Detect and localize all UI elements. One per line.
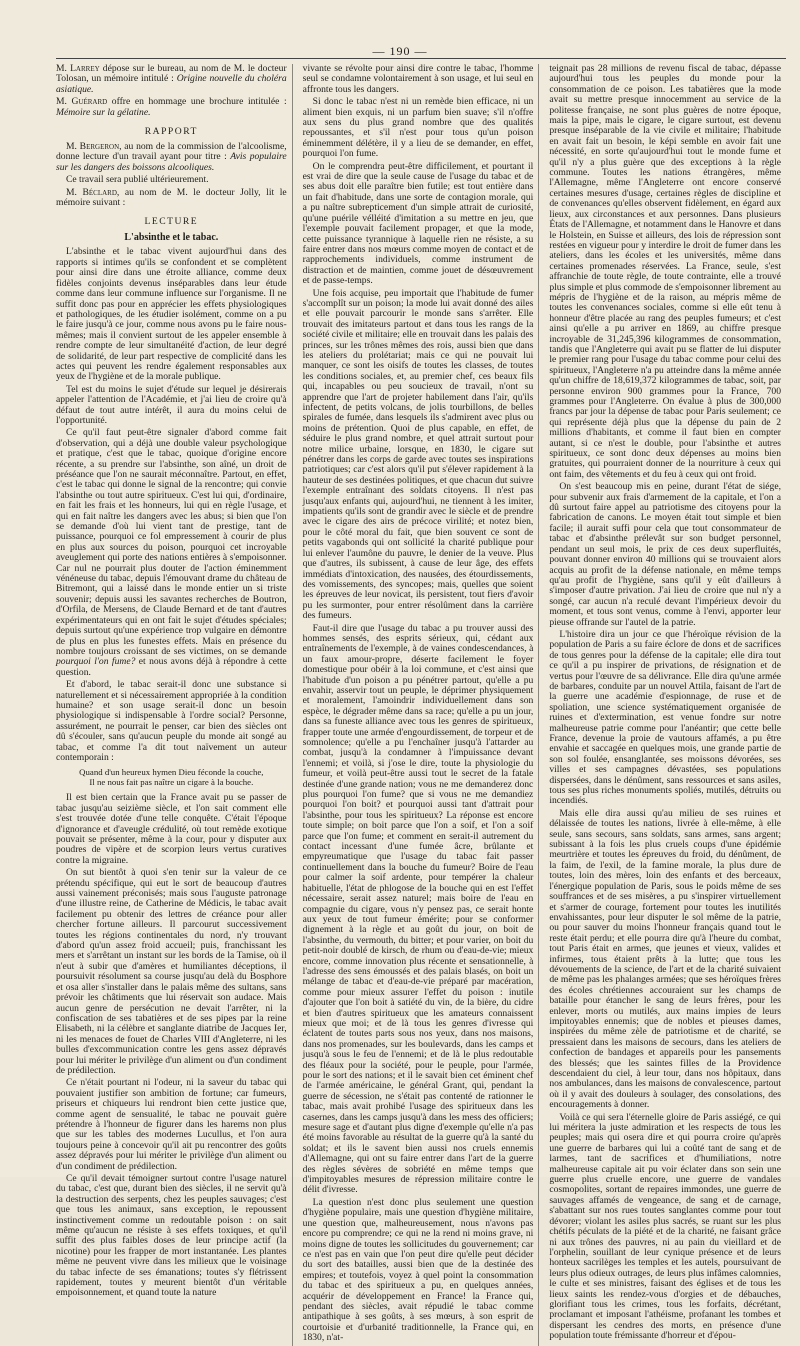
body-paragraph: Une fois acquise, peu importait que l'habitude de fumer s'accomplît sur un poison; la mode lui avait donné des ailes et elle pouvait parcourir le monde sans s'arrêter. Elle trouvait des imitateurs partout et dans tous les rangs de la société civile et militaire; elle en trouvait dans les palais des princes, sur les trônes mêmes des rois, aussi bien que dans les ateliers du prolétariat; mais ce qui ne pouvait lui manquer, ce sont les oisifs de toutes les classes, de toutes les conditions sociales, et, au premier chef, ces beaux fils qui, incapables ou peu soucieux de travail, n'ont su apprendre que l'art de projeter habilement dans l'air, qu'ils infectent, de petits volcans, de jolis tourbillons, de belles spirales de fumée, dans lesquels ils s'admirent avec plus ou moins de prétention. Quoi de plus capable, en effet, de séduire le plus grand nombre, et quel attrait surtout pour notre milice urbaine, lorsque, en 1830, le cigare sut pénétrer dans les corps de garde avec toutes ses inspirations patriotiques; car c'est alors qu'il put s'élever rapidement à la hauteur de ses destinées politiques, et que chacun dut suivre l'exemple entraînant des soldats citoyens. Il n'est pas jusqu'aux enfants qui, aujourd'hui, ne tiennent à les imiter, impatients qu'ils sont de grandir avec le siècle et de prendre avec le cigare des airs de précoce virilité; et notez bien, pour le côté moral du fait, que bien souvent ce sont de petits vagabonds qui ont sollicité la charité publique pour lui enlever l'aumône du pauvre, le denier de la veuve. Plus que d'autres, ils subissent, à cause de leur âge, des effets immédiats d'intoxication, des nausées, des étourdissements, des vomissements, des syncopes; mais, quelles que soient les épreuves de leur novicat, ils persistent, tout fiers d'avoir pu les surmonter, pour entrer résolûment dans la carrière des fumeurs. — [302, 287, 534, 622]
body-paragraph: La question n'est donc plus seulement une question d'hygiène populaire, mais une question d'hygiène militaire, une question que, malheureusement, nous n'avons pas encore pu comprendre; ce qui ne la rend ni moins grave, ni moins digne de toutes les sollicitudes du gouvernement; car ce n'est pas en vain que l'on peut dire qu'elle peut décider du sort des batailles, aussi bien que de la destinée des empires; et toutefois, voyez à quel point la consommation du tabac et des spiritueux a pu, en quelques années, acquérir de développement en France! la France qui, pendant des siècles, avait répudié le tabac comme antipathique à ses goûts, à ses mœurs, à son esprit de courtoisie et d'urbanité traditionnelle, la France qui, en 1830, n'at- — [302, 1196, 534, 1344]
work-title: Avis populaire sur les dangers des boissons alcooliques. — [56, 151, 287, 173]
column-1 — [56, 64, 293, 1346]
paragraph-bergeron — [56, 142, 287, 173]
body-paragraph: Si donc le tabac n'est ni un remède bien efficace, ni un aliment bien exquis, ni un parfum bien suave; s'il n'offre aux sens du plus grand nombre que des qualités repoussantes, et s'il n'est pour tous qu'un poison éminemment délétère, il y a lieu de se demander, en effet, pourquoi l'on fume. — [302, 96, 534, 160]
body-paragraph: Mais elle dira aussi qu'au milieu de ses ruines et délaissée de toutes les nations, livrée à elle-même, à elle seule, sans secours, sans soldats, sans armes, sans argent; subissant à la fois les plus cruels coups d'une épidémie meurtrière et toutes les épreuves du froid, du dénûment, de la faim, de l'exil, de la famine morale, la plus dure de toutes, loin des mères, loin des enfants et des berceaux, l'énergique population de Paris, sous le poids même de ses souffrances et de ses misères, a pu s'inspirer virtuellement et s'armer de courage, fortement pour toutes les inutilités envahissantes, pour leur disputer le sol même de la patrie, ou pour sauver du moins l'honneur français quand tout le reste était perdu; et elle pourra dire qu'à l'heure du combat, tout Paris était en armes, que jeunes et vieux, valides et infirmes, tous étaient prêts à la lutte; que tous les dévouements de la science, de l'art et de la charité suivaient de même pas les phalanges armées; que ses héroïques frères des écoles chrétiennes accouraient sur les champs de bataille pour étancher le sang de leurs frères, pour les enlever, morts ou mutilés, aux mains impies de leurs impitoyables ennemis; que de nobles et pieuses dames, inspirées du même zèle de patriotisme et de charité, se pressaient dans les maisons de secours, dans les ateliers de confection de bandages et appareils pour les pansements des blessés; que les saintes filles de la Providence descendaient du ciel, à leur tour, dans nos hôpitaux, dans nos ambulances, dans les maisons de convalescence, partout où il y avait des douleurs à soulager, des consolations, des encouragements à donner. — [549, 807, 781, 1111]
column-3 — [549, 64, 786, 1346]
speaker-name: M. Bergeron, — [66, 141, 122, 153]
verse-quote — [56, 767, 287, 787]
speaker-name: M. Béclard, — [66, 186, 120, 198]
verse-line: Il ne nous fait pas naître un cigare à la bouche. — [89, 777, 254, 788]
paragraph-text: au nom de M. le docteur Jolly, lit le mémoire suivant : — [56, 186, 287, 209]
work-title: Mémoire sur la gélatine. — [56, 106, 151, 118]
body-paragraph: vivante se révolte pour ainsi dire contre le tabac, l'homme seul se condamne volontairement à son usage, et lui seul en affronte tous les dangers. — [302, 63, 534, 95]
body-paragraph: Ce qu'il devait témoigner surtout contre l'usage naturel du tabac, c'est que, durant bien des siècles, il ne servit qu'à la destruction des serpents, chez les peuples sauvages; c'est que tous les animaux, sans exception, le repoussent instinctivement comme un redoutable poison : on sait même qu'aucun ne résiste à ses effets toxiques, et qu'il suffit des plus faibles doses de leur principe actif (la nicotine) pour les frapper de mort instantanée. Les plantes même ne peuvent vivre dans les milieux que le voisinage du tabac infecte de ses émanations; toutes s'y flétrissent rapidement, toutes y meurent bientôt d'un véritable empoisonnement, et quand toute la nature — [56, 1173, 287, 1299]
column-2 — [303, 64, 540, 1346]
text-columns — [56, 63, 786, 1344]
page-number: — 190 — — [372, 44, 428, 58]
emphasis: pourquoi l'on fume? — [56, 656, 136, 668]
body-paragraph: L'absinthe et le tabac vivent aujourd'hui dans des rapports si intimes qu'ils se confondent et se complètent pour ainsi dire dans une étroite alliance, comme deux fidèles conjoints devenus inséparables dans leur étude comme dans leur commune influence sur l'organisme. Il ne suffit donc pas pour en apprécier les effets physiologiques et pathologiques, de les étudier isolément, comme on a pu le faire jusqu'à ce jour, comme nous avons pu le faire nous-mêmes; mais il convient surtout de les appeler ensemble à rendre compte de leur simultanéité d'action, de leur degré de solidarité, de leur part respective de complicité dans les actes qui peuvent les rendre également responsables aux yeux de l'hygiène et de la morale publique. — [56, 246, 287, 383]
body-paragraph: On sut bientôt à quoi s'en tenir sur la valeur de ce prétendu spécifique, qui eut le sort de beaucoup d'autres aussi vainement préconisés; mais sous l'auguste patronage d'une illustre reine, de Catherine de Médicis, le tabac avait facilement pu obtenir des lettres de créance pour aller chercher fortune ailleurs. Il parcourut successivement toutes les régions continentales du nord, n'y trouvant d'abord qu'un assez froid accueil; puis, franchissant les mers et s'arrêtant un instant sur les bords de la Tamise, où il n'eut à subir que d'amères et humiliantes déceptions, il poursuivit résolument sa course jusqu'au delà du Bosphore et osa aller s'installer dans le palais même des sultans, sans prévoir les châtiments que lui réservait son audace. Mais aucun genre de persécution ne devait l'arrêter, ni la confiscation de ses tabatières et de ses pipes par la reine Elisabeth, ni la célèbre et sanglante diatribe de Jacques Ier, ni les menaces de fouet de Charles VIII d'Angleterre, ni les bulles d'excommunication contre les gens assez dépravés pour lui mériter le privilège d'un aliment ou d'un condiment de prédilection. — [56, 867, 287, 1076]
body-paragraph: teignait pas 28 millions de revenu fiscal de tabac, dépasse aujourd'hui tous les peuples du monde pour la consommation de ce poison. Les tabatières que la mode avait su mettre presque innocemment au service de la politesse française, ne sont plus guères de notre époque, mais la pipe, mais le cigare, le cigare surtout, est devenu presque inséparable de la vie civile et militaire; l'habitude en avait fait un besoin, le képi semble en avoir fait une nécessité, en sorte qu'aujourd'hui tout le monde fume et qu'il n'y a plus guère que des exceptions à la règle commune. Toutes les nations étrangères, même l'Allemagne, même l'Angleterre ont encore conservé certaines mesures d'usage, certaines règles de discipline et de convenances qu'elles observent fidèlement, en égard aux lieux, aux circonstances et aux personnes. Dans plusieurs États de l'Allemagne, et notamment dans le Hanovre et dans le Holstein, en Suisse et ailleurs, des lois de répression sont restées en vigueur pour y interdire le droit de fumer dans les ateliers, dans les écoles et les universités, même dans certaines promenades réservées. La France, seule, s'est affranchie de toute règle, de toute contrainte, elle a trouvé plus simple et plus commode de s'empoisonner librement au mépris de l'hygiène et de la raison, au mépris même de toutes les convenances sociales, comme si elle eût tenu à honneur d'être placée au rang des peuples fumeurs; et c'est ainsi qu'elle a pu arriver en 1869, au chiffre presque incroyable de 31,245,396 kilogrammes de consommation, tandis que l'Angleterre qui avait pu se flatter de lui disputer le premier rang pour l'usage du tabac comme pour celui des spiritueux, l'Angleterre n'a pu atteindre dans la même année qu'un chiffre de 18,619,372 kilogrammes de tabac, soit, par personne environ 900 grammes pour la France, 700 grammes pour l'Angleterre. On évalue à plus de 300,000 francs par jour la dépense de tabac pour Paris seulement; ce qui représente déjà plus que la dépense du pain de 2 millions d'habitants, et comme il faut bien en compter autant, si ce n'est le double, pour l'absinthe et autres spiritueux, ce sont donc deux dépenses au moins bien gratuites, qui pourraient donner de la nourriture à ceux qui ont faim, des vêtements et du feu à ceux qui ont froid. — [549, 63, 781, 480]
body-paragraph: On le comprendra peut-être difficilement, et pourtant il est vrai de dire que la seule cause de l'usage du tabac et de ses abus doit elle paraître bien futile; est tout entière dans un fait d'habitude, dans une sorte de contagion morale, qui a pu naître subrepticement d'un simple attrait de curiosité, qu'une puérile vélléité d'imitation a su mettre en jeu, que l'exemple pouvait facilement propager, et que la mode, cette puissance tyrannique à laquelle rien ne résiste, a su faire entrer dans nos mœurs comme moyen de contact et de rapprochements individuels, comme instrument de distraction et de maintien, comme jouet de désœuvrement et de passe-temps. — [302, 160, 534, 287]
section-heading-lecture: LECTURE — [144, 216, 199, 228]
body-paragraph: On s'est beaucoup mis en peine, durant l'état de siége, pour subvenir aux frais d'armement de la capitale, et l'on a dû surtout faire appel au patriotisme des citoyens pour la fabrication de canons. Le moyen était tout simple et bien facile; il aurait suffi pour cela que tout consommateur de tabac et d'absinthe prélevât sur son budget personnel, pendant un seul mois, le prix de ces deux superfluités, pouvant donner environ 40 millions qui se trouvaient alors acquis au profit de la défense nationale, en même temps qu'au profit de l'hygiène, sans qu'il y eût d'ailleurs à s'imposer d'autre privation. J'ai lieu de croire que nul n'y a songé, car aucun n'a reculé devant l'impérieux devoir du moment, et tous sont venus, comme à l'envi, apporter leur pieuse offrande sur l'autel de la patrie. — [549, 481, 781, 628]
body-paragraph: Tel est du moins le sujet d'étude sur lequel je désirerais appeler l'attention de l'Académie, et j'ai lieu de croire qu'à défaut de tout autre intérêt, il aura du moins celui de l'opportunité. — [56, 383, 287, 426]
body-paragraph: Et d'abord, le tabac serait-il donc une substance si naturellement et si nécessairement appropriée à la condition humaine? et son usage serait-il donc un besoin physiologique si indispensable à l'ordre social? Personne, assurément, ne pourrait le penser, car bien des siècles ont dû s'écouler, sans qu'aucun peuple du monde ait songé au tabac, et comme l'a dit tout naïvement un auteur contemporain : — [56, 679, 287, 763]
paragraph-text: et nous avons déjà à répondre à cette question. — [56, 656, 287, 678]
paragraph-beclard — [56, 188, 287, 209]
paragraph-text: dépose sur le bureau, au nom de M. le docteur Tolosan, un mémoire intitulé : — [56, 63, 287, 85]
paragraph-publication-note: Ce travail sera publié ultérieurement. — [66, 174, 209, 186]
speaker-name: M. Guérard — [56, 96, 108, 108]
article-title: L'absinthe et le tabac. — [124, 232, 219, 244]
paragraph-text: au nom de la commission de l'alcoolisme, donne lecture d'un travail ayant pour titre : — [56, 141, 287, 163]
paragraph-text: offre en hommage une brochure intitulée : — [107, 96, 287, 108]
body-paragraph — [56, 428, 287, 678]
header-rule — [56, 58, 786, 59]
work-title: Origine nouvelle du choléra asiatique. — [56, 73, 287, 95]
section-heading-rapport: RAPPORT — [144, 126, 198, 138]
verse-line: Quand d'un heureux hymen Dieu féconde la couche, — [79, 767, 264, 778]
paragraph-text: Ce qu'il faut peut-être signaler d'abord comme fait d'observation, qui a déjà une double valeur psychologique et pratique, c'est que le tabac, quoique d'origine encore récente, a su prendre sur l'absinthe, son aîné, un droit de préséance que l'on ne saurait méconnaître. Partout, en effet, c'est le tabac qui donne le signal de la rencontre; qui convie l'absinthe ou tout autre spiritueux. C'est lui qui, d'ordinaire, en fait les frais et les honneurs, lui qui en règle l'usage, et qui en fait naître les dangers avec les abus; si bien que l'on se demande d'où lui vient tant de prestige, tant de puissance, pourquoi ce fol empressement à courir de plus en plus aux sources du poison, pourquoi cet incroyable aveuglement qui porte des nations entières à s'empoisonner. Car nul ne pourrait plus douter de l'action éminemment vénéneuse du tabac, depuis l'émouvant drame du château de Bitremont, qui a laissé dans le monde entier un si triste souvenir; depuis aussi les savantes recherches de Boutron, d'Orfila, de Mersens, de Claude Bernard et de tant d'autres expérimentateurs qui en ont fait le sujet d'études spéciales; depuis surtout qu'une expérience trop vulgaire en démontre de plus en plus les funestes effets. Mais en présence du nombre toujours croissant de ses victimes, on se demande — [56, 427, 287, 657]
speaker-name: M. Larrey — [56, 63, 100, 74]
body-paragraph: Faut-il dire que l'usage du tabac a pu trouver aussi des hommes sensés, des esprits sérieux, qui, cédant aux entraînements de l'exemple, à de vaines condescendances, à un faux amour-propre, déserte facilement le foyer domestique pour obéir à la loi commune, et c'est ainsi que l'habitude d'un poison a pu pénétrer partout, qu'elle a pu envahir, asservir tout un peuple, le déprimer physiquement et moralement, l'amoindrir individuellement dans son espèce, le dégrader même dans sa race; qu'elle a pu un jour, dans sa funeste alliance avec tous les genres de spiritueux, frapper toute une armée d'engourdissement, de torpeur et de somnolence; qu'elle a pu l'enchaîner jusqu'à l'attarder au combat, jusqu'à la condamner à l'impuissance devant l'ennemi; et voilà, si j'ose le dire, toute la physiologie du fumeur, et voilà peut-être aussi tout le secret de la fatale destinée d'une grande nation; vous ne me demanderez donc plus pourquoi l'on fume? que si vous ne me demandiez pourquoi l'on boit? et pourquoi aussi tant d'attrait pour l'absinthe, pour tous les spiritueux? La réponse est encore toute simple; on boit parce que l'on a soif, et l'on a soif parce que l'on fume; et comment en serait-il autrement du contact incessant d'une fumée âcre, brûlante et empyreumatique que l'usage du tabac fait passer continuellement dans la bouche du fumeur? Boire de l'eau pour calmer la soif ardente, pour tempérer la chaleur habituelle, l'état de phlogose de la bouche qui en est l'effet nécessaire, serait assez naturel; mais boire de l'eau en compagnie du cigare, vous n'y pensez pas, ce serait honte aux yeux de tout fumeur émérite; pour se conformer dignement à la règle et au goût du jour, on boit de l'absinthe, du vermouth, du bitter; et pour varier, on boit du petit-noir doublé de kirsch, de rhum ou d'eau-de-vie; mieux encore, comme innovation plus récente et sensationnelle, à l'adresse des sens émoussés et des palais blasés, on boit un mélange de tabac et d'eau-de-vie préparé par macération, comme pour mieux assurer l'effet du poison : inutile d'ajouter que l'on boit à satiété du vin, de la bière, du cidre et bien d'autres spiritueux que les amateurs connaissent mieux que moi; et de là tous les genres d'ivresse qui éclatent de toutes parts sous nos yeux, dans nos maisons, dans nos promenades, sur les boulevards, dans les camps et jusqu'à sous le feu de l'ennemi; et de là le plus redoutable des fléaux pour la société, pour le peuple, pour l'armée, pour le sort des nations; et il le savait bien cet éminent chef de l'armée américaine, le général Grant, qui, pendant la guerre de sécession, ne s'était pas contenté de rationner le tabac, mais avait prohibé l'usage des spiritueux dans les casernes, dans les camps jusqu'à dans les mess des officiers; mesure sage et d'autant plus digne d'exemple qu'elle n'a pas été moins favorable au résultat de la guerre qu'à la santé du soldat; et ils le savent bien aussi nos cruels ennemis d'Allemagne, qui ont su faire entrer dans l'art de la guerre des règles sévères de sobriété en même temps que d'impitoyables mesures de répression militaire contre le délit d'ivresse. — [302, 622, 534, 1196]
paragraph-guerard — [56, 97, 287, 118]
body-paragraph: L'histoire dira un jour ce que l'héroïque révision de la population de Paris a su faire éclore de dons et de sacrifices de tous genres pour la défense de la capitale; elle dira tout ce qu'il a pu inspirer de privations, de résignation et de vertus pour l'œuvre de sa délivrance. Elle dira qu'une armée de barbares, conduite par un nouvel Attila, faisant de l'art de la guerre une académie d'espionnage, de ruse et de spoliation, une science systématiquement organisée de ruines et d'extermination, est venue fondre sur notre malheureuse patrie comme pour l'anéantir; que cette belle France, devenue la proie de vautours affamés, a pu être envahie et saccagée en quelques mois, une grande partie de son sol foulée, ensanglantée, ses moissons dévorées, ses villes et ses campagnes dévastées, ses populations dispersées, dans le dénûment, sans ressources et sans asiles, tous ses plus riches monuments spoliés, mutilés, détruits ou incendiés. — [549, 628, 781, 807]
body-paragraph: Il est bien certain que la France avait pu se passer de tabac jusqu'au seizième siècle, et l'on sait comment elle s'est trouvée dotée d'une telle conquête. C'était l'époque d'ignorance et d'aveugle crédulité, où tout remède exotique pouvait se présenter, même à la cour, pour y disputer aux poudres de vipère et de scorpion leurs vertus curatives contre la migraine. — [56, 792, 287, 866]
paragraph-larrey — [56, 64, 287, 95]
body-paragraph: Voilà ce qui sera l'éternelle gloire de Paris assiégé, ce qui lui méritera la juste admiration et les respects de tous les peuples; mais qui osera dire et qui pourra croire qu'après une guerre de barbares qui lui a coûté tant de sang et de larmes, tant de sacrifices et d'humiliations, notre malheureuse capitale ait pu voir éclater dans son sein une guerre plus cruelle encore, une guerre de vandales cosmopolites, sortant de repaires immondes, une guerre de sauvages affamés de vengeance, de sang et de carnage, s'abattant sur nos rues toutes sanglantes comme pour tout dévorer; violant les asiles plus sacrés, se ruant sur les plus chétifs péculats de la piété et de la charité, ne faisant grâce ni aux trônes des pauvres, ni au pain du vieillard et de l'orphelin, souillant de leur cynique présence et de leurs honteux sacrilèges les temples et les autels, poursuivant de leurs plus odieux outrages, de leurs plus infâmes calomnies, le culte et ses ministres, faisant des églises et de tous les lieux saints les rendez-vous d'orgies et de débauches, glorifiant tous les crimes, tous les forfaits, décrétant, proclamant et imposant l'athéisme, profanant les tombes et dispersant les cendres des morts, en présence d'une population toute frémissante d'horreur et d'épou- — [549, 1111, 781, 1342]
body-paragraph: Ce n'était pourtant ni l'odeur, ni la saveur du tabac qui pouvaient justifier son ambition de fortune; car fumeurs, priseurs et chiqueurs lui rendront bien cette justice que, comme agent de sensualité, le tabac ne pouvait guère prétendre à l'honneur de figurer dans les harems non plus que sur les tables des modernes Lucullus, et l'on aura toujours peine à concevoir qu'il ait pu rencontrer des goûts assez dépravés pour lui mériter le privilège d'un aliment ou d'un condiment de prédilection. — [56, 1077, 287, 1172]
